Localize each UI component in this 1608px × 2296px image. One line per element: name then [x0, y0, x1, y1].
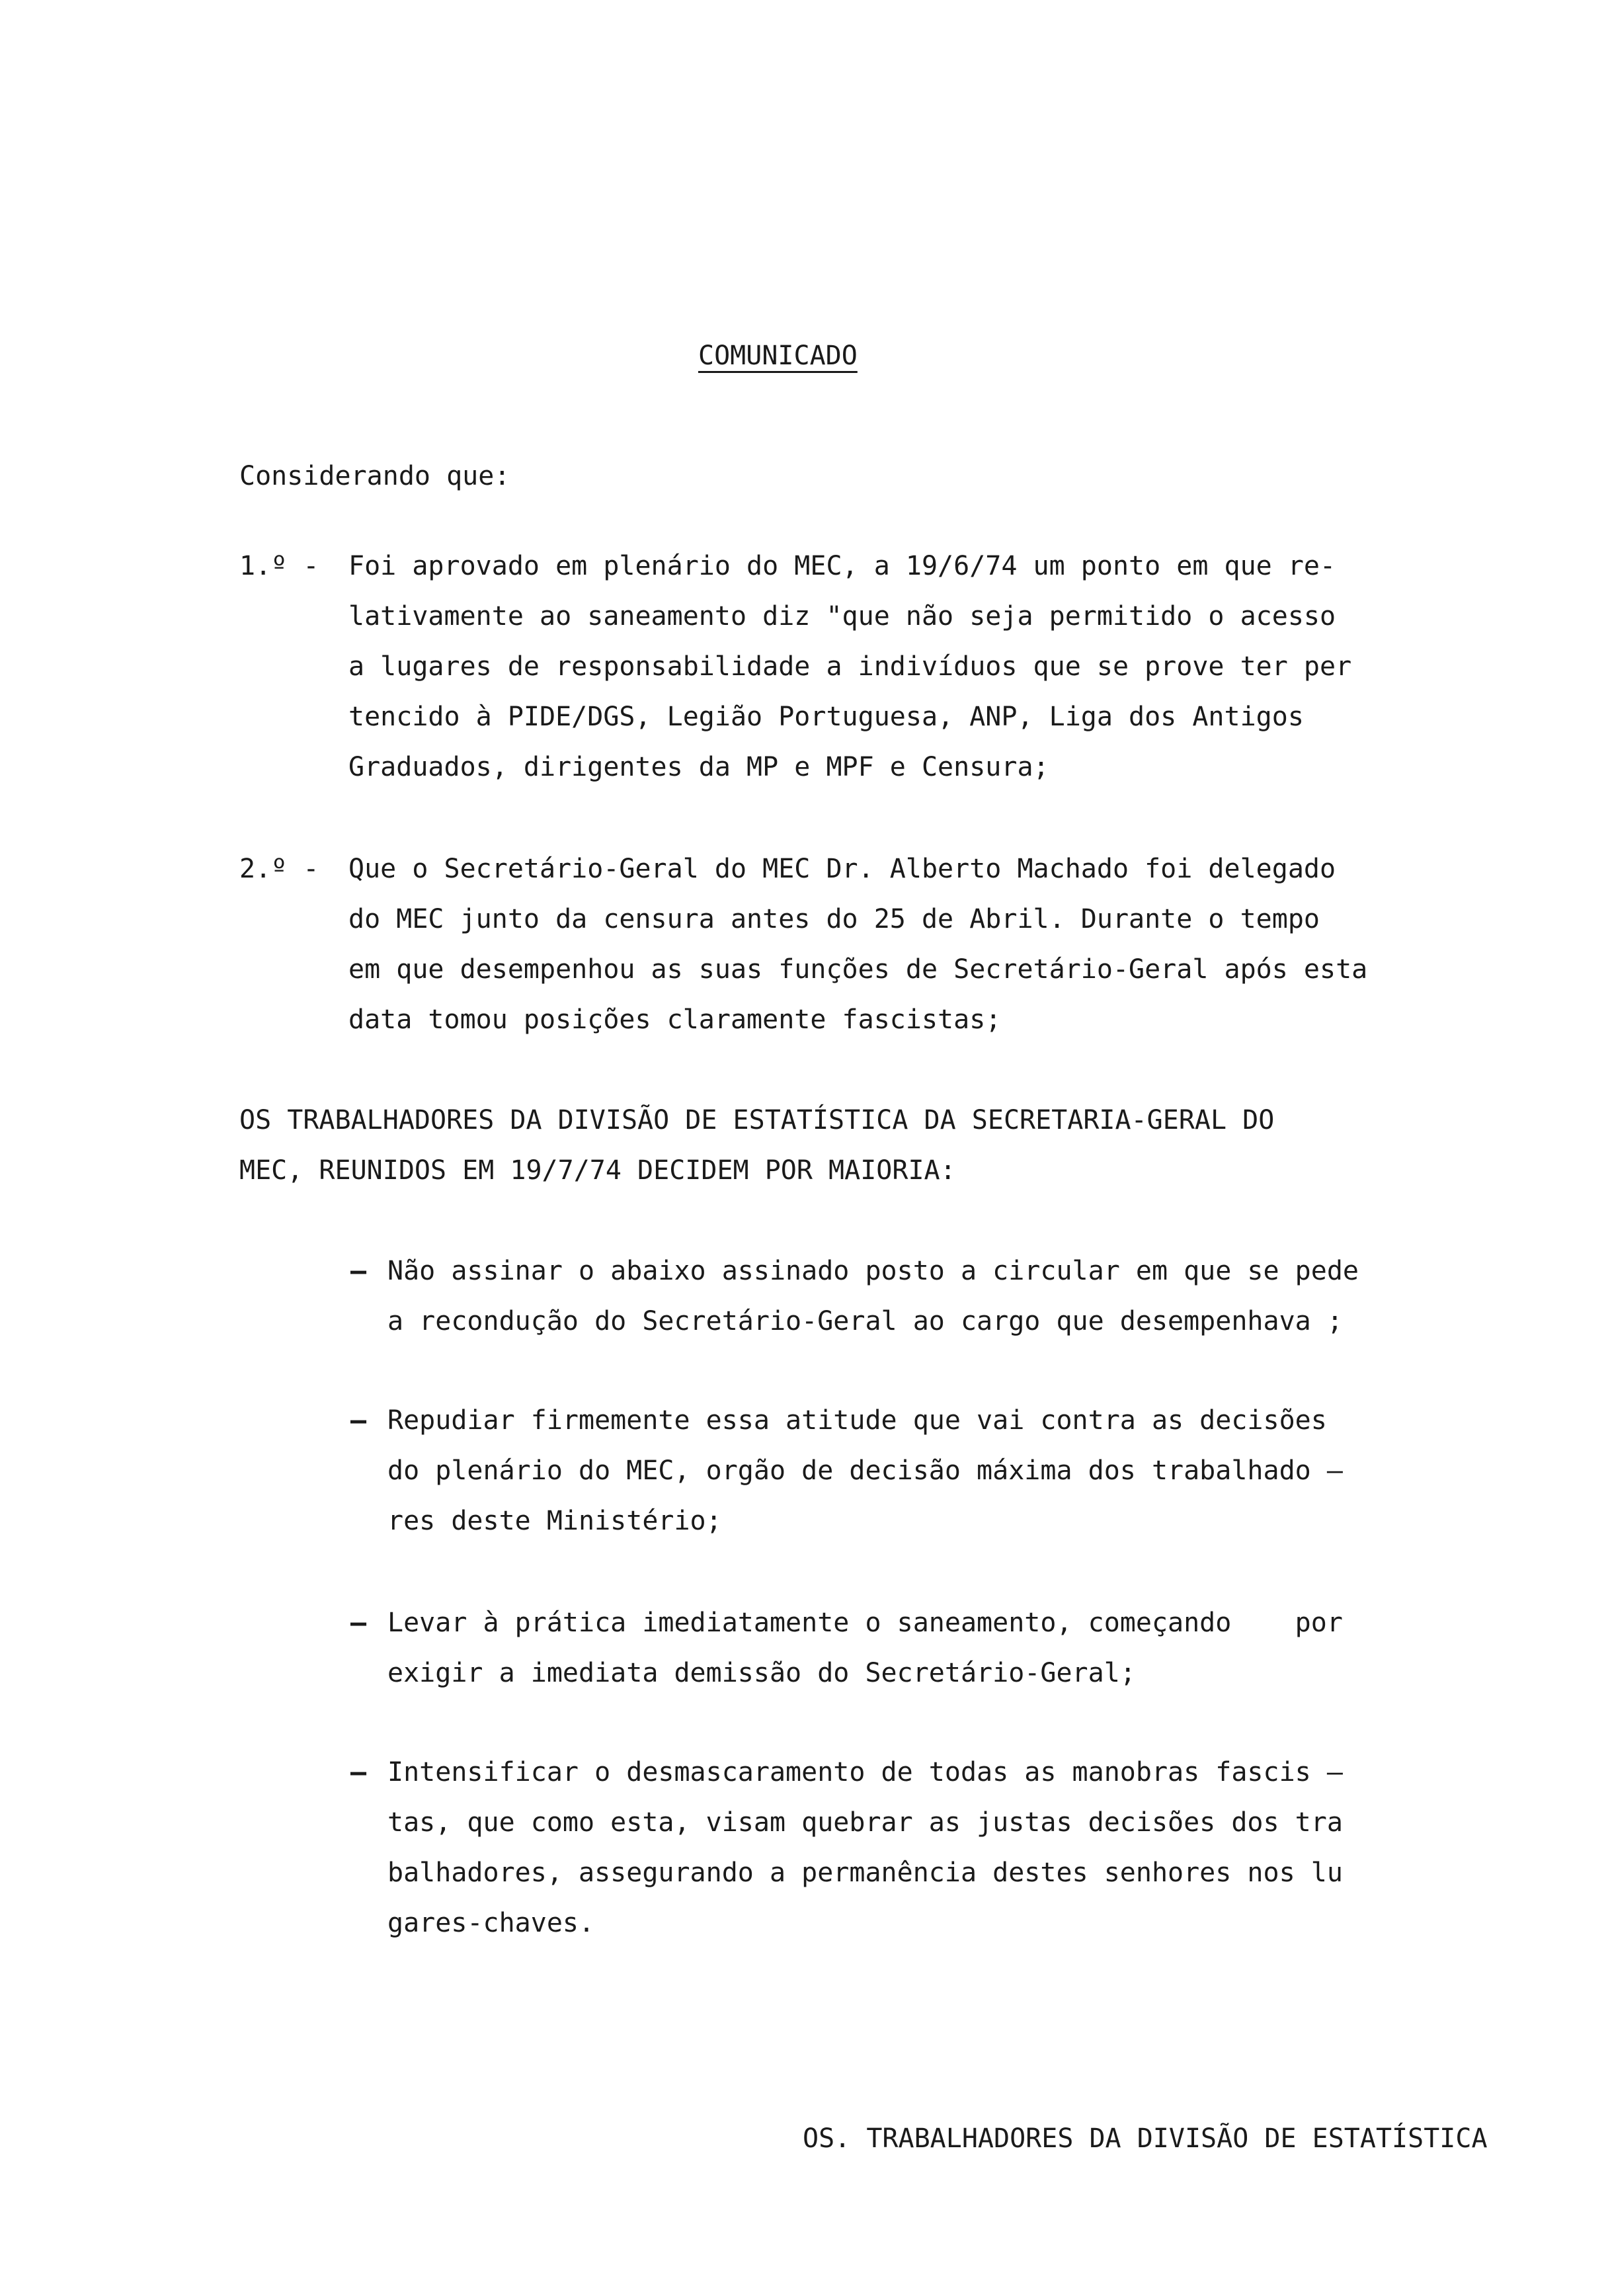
decision-bullet-4	[350, 1747, 1474, 1948]
decision-bullet-3	[350, 1598, 1474, 1698]
text-line: balhadores, assegurando a permanência destes senhores nos lu	[387, 1858, 1343, 1888]
signature-line: OS. TRABALHADORES DA DIVISÃO DE ESTATÍSTICA	[803, 2123, 1488, 2154]
decision-statement	[239, 1095, 1429, 1196]
text-line: data tomou posições claramente fascistas;	[348, 1004, 1002, 1035]
item-text	[348, 541, 1463, 792]
decision-bullet-2	[350, 1395, 1474, 1546]
numbered-item-2	[239, 844, 1463, 1045]
text-line: do MEC junto da censura antes do 25 de Abril. Durante o tempo	[348, 904, 1320, 934]
text-line: exigir a imediata demissão do Secretário-Geral;	[387, 1658, 1136, 1688]
text-line: lativamente ao saneamento diz "que não seja permitido o acesso	[348, 601, 1336, 632]
document-title: COMUNICADO	[698, 341, 858, 371]
bullet-text	[387, 1598, 1474, 1698]
item-number: 1.º -	[239, 551, 319, 581]
text-line: Não assinar o abaixo assinado posto a circular em que se pede	[387, 1256, 1359, 1286]
item-text	[348, 844, 1463, 1045]
text-line: Levar à prática imediatamente o saneamento, começando por	[387, 1608, 1343, 1638]
intro-text: Considerando que:	[239, 461, 510, 491]
bullet-text	[387, 1395, 1474, 1546]
text-line: Que o Secretário-Geral do MEC Dr. Alberto Machado foi delegado	[348, 854, 1336, 884]
decision-bullet-1	[350, 1246, 1474, 1346]
dash-bullet-icon: —	[350, 1757, 367, 1787]
dash-bullet-icon: —	[350, 1256, 367, 1286]
text-line: Foi aprovado em plenário do MEC, a 19/6/74 um ponto em que re-	[348, 551, 1336, 581]
text-line: do plenário do MEC, orgão de decisão máxima dos trabalhado —	[387, 1456, 1343, 1486]
bullet-text	[387, 1246, 1474, 1346]
text-line: MEC, REUNIDOS EM 19/7/74 DECIDEM POR MAIORIA:	[239, 1155, 956, 1186]
text-line: a lugares de responsabilidade a indivíduos que se prove ter per	[348, 651, 1352, 682]
numbered-item-1	[239, 541, 1463, 792]
text-line: Graduados, dirigentes da MP e MPF e Censura;	[348, 752, 1049, 782]
text-line: gares-chaves.	[387, 1908, 595, 1938]
text-line: OS TRABALHADORES DA DIVISÃO DE ESTATÍSTICA DA SECRETARIA-GERAL DO	[239, 1105, 1275, 1135]
dash-bullet-icon: —	[350, 1405, 367, 1436]
item-number: 2.º -	[239, 854, 319, 884]
text-line: em que desempenhou as suas funções de Secretário-Geral após esta	[348, 954, 1368, 985]
text-line: a recondução do Secretário-Geral ao cargo que desempenhava ;	[387, 1306, 1343, 1336]
text-line: tencido à PIDE/DGS, Legião Portuguesa, ANP, Liga dos Antigos	[348, 702, 1304, 732]
text-line: Repudiar firmemente essa atitude que vai contra as decisões	[387, 1405, 1327, 1436]
bullet-text	[387, 1747, 1474, 1948]
text-line: tas, que como esta, visam quebrar as justas decisões dos tra	[387, 1807, 1343, 1838]
text-line: res deste Ministério;	[387, 1506, 722, 1536]
dash-bullet-icon: —	[350, 1608, 367, 1638]
text-line: Intensificar o desmascaramento de todas as manobras fascis —	[387, 1757, 1343, 1787]
